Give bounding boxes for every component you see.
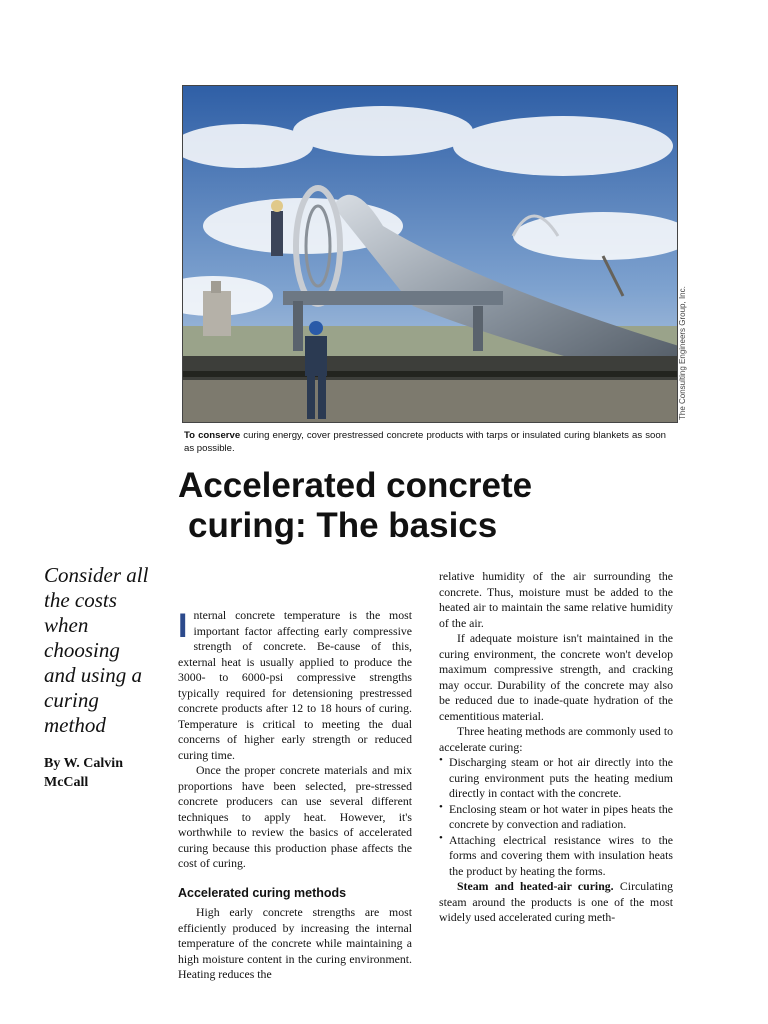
photo-credit-text: The Consulting Engineers Group, Inc. — [678, 286, 687, 420]
article-headline — [178, 466, 618, 546]
list-item: • Attaching electrical resistance wires to the forms and covering them with insulation heats the product by heating the forms. — [439, 833, 673, 880]
headline-line-1: Accelerated concrete — [178, 466, 533, 505]
headline-line-2: curing: The basics — [188, 506, 498, 545]
drop-cap: I — [178, 607, 188, 645]
column-1-paragraph-3: High early concrete strengths are most efficiently produced by increasing the internal temperature of the concrete while maintaining a high moisture content in the curing environment. Heating reduces the — [178, 905, 412, 981]
column-2-paragraph-4 — [439, 879, 673, 926]
column-1-text-1: nternal concrete temperature is the most important factor affecting early compressive strength of concrete. Be-cause of this, external heat is usually applied to produce the 3000- to 6000-psi compressive strengths typically required for detensioning prestressed concrete products after 12 to 18 hours of curing. Temperature is critical to meeting the dual concerns of higher early strength or reduced curing time. — [178, 608, 412, 762]
column-2-paragraph-3: Three heating methods are commonly used to accelerate curing: — [439, 724, 673, 754]
column-2-paragraph-1: relative humidity of the air surrounding the concrete. Thus, moisture must be added to the heated air to maintain the same relative humidity of the air. — [439, 569, 673, 630]
column-1 — [178, 608, 412, 983]
photo-credit — [678, 280, 692, 420]
caption-lead: To conserve — [184, 430, 241, 441]
article-deck: Consider all the costs when choosing and using a curing method — [44, 563, 149, 737]
column-2-paragraph-2: If adequate moisture isn't maintained in the curing environment, the concrete won't develop maximum compressive strength, and cracking may occur. Durability of the concrete may also be reduced due to inade-quate hydration of the cementitious material. — [439, 631, 673, 723]
column-2-text-4: Circulating steam around the products is one of the most widely used accelerated curing meth- — [439, 879, 673, 924]
column-1-paragraph-1 — [178, 608, 412, 763]
photo-caption — [184, 429, 666, 455]
section-subhead: Accelerated curing methods — [178, 885, 347, 900]
column-1-paragraph-2: Once the proper concrete materials and mix proportions have been selected, pre-stressed concrete producers can use several different techniques to apply heat. However, it's worthwhile to review the basics of accelerated curing because this production phase affects the cost of curing. — [178, 763, 412, 870]
list-item: • Enclosing steam or hot water in pipes heats the concrete by convection and radiation. — [439, 802, 673, 833]
photo-icon — [183, 86, 678, 423]
column-2 — [439, 569, 673, 926]
caption-text: curing energy, cover prestressed concrete products with tarps or insulated curing blankets as soon as possible. — [184, 430, 666, 454]
cover-photo — [182, 85, 678, 423]
byline: By W. Calvin McCall — [44, 756, 123, 790]
heating-methods-list — [439, 755, 673, 879]
list-item: • Discharging steam or hot air directly into the curing environment puts the heating medium directly in contact with the concrete. — [439, 755, 673, 802]
runin-heading: Steam and heated-air curing. — [457, 879, 614, 893]
